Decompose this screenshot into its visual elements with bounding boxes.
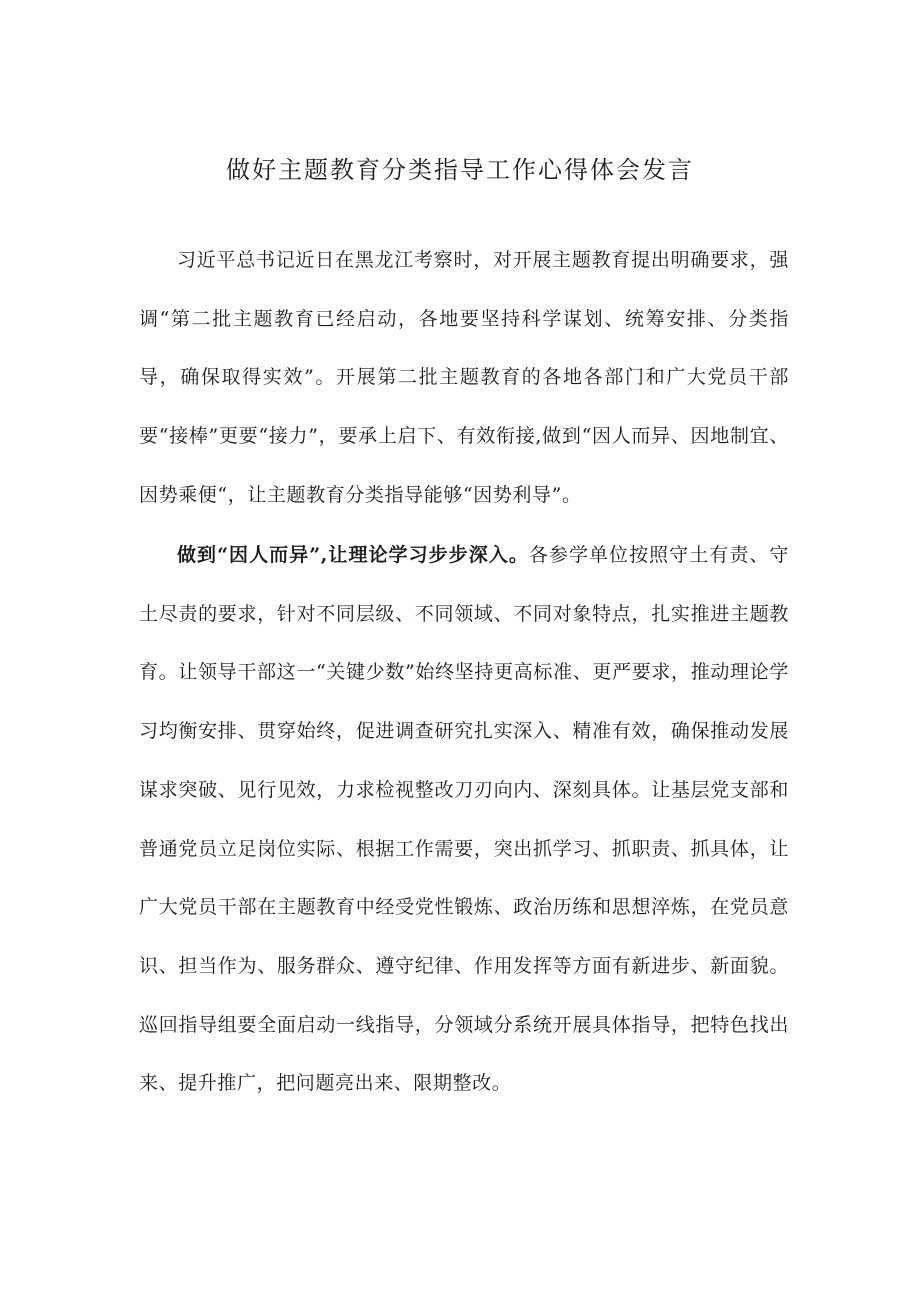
paragraph-lead-heading: 做到“因人而异”,让理论学习步步深入。 <box>177 544 529 566</box>
body-paragraph-2 <box>139 526 789 1113</box>
document-title: 做好主题教育分类指导工作心得体会发言 <box>226 156 694 184</box>
body-paragraph-1: 习近平总书记近日在黑龙江考察时，对开展主题教育提出明确要求，强调“第二批主题教育已经启动，各地要坚持科学谋划、统筹安排、分类指导，确保取得实效”。开展第二批主题教育的各地各部门和广大党员干部要“接棒”更要“接力”，要承上启下、有效衔接,做到“因人而异、因地制宜、因势乘便“，让主题教育分类指导能够“因势利导”。 <box>139 249 789 506</box>
paragraph-2-text: 各参学单位按照守土有责、守土尽责的要求，针对不同层级、不同领域、不同对象特点，扎实推进主题教育。让领导干部这一“关键少数”始终坚持更高标准、更严要求，推动理论学习均衡安排、贯穿始终，促进调查研究扎实深入、精准有效，确保推动发展谋求突破、见行见效，力求检视整改刀刃向内、深刻具体。让基层党支部和普通党员立足岗位实际、根据工作需要，突出抓学习、抓职责、抓具体，让广大党员干部在主题教育中经受党性锻炼、政治历练和思想淬炼，在党员意识、担当作为、服务群众、遵守纪律、作用发挥等方面有新进步、新面貌。巡回指导组要全面启动一线指导，分领域分系统开展具体指导，把特色找出来、提升推广，把问题亮出来、限期整改。 <box>139 544 790 1095</box>
